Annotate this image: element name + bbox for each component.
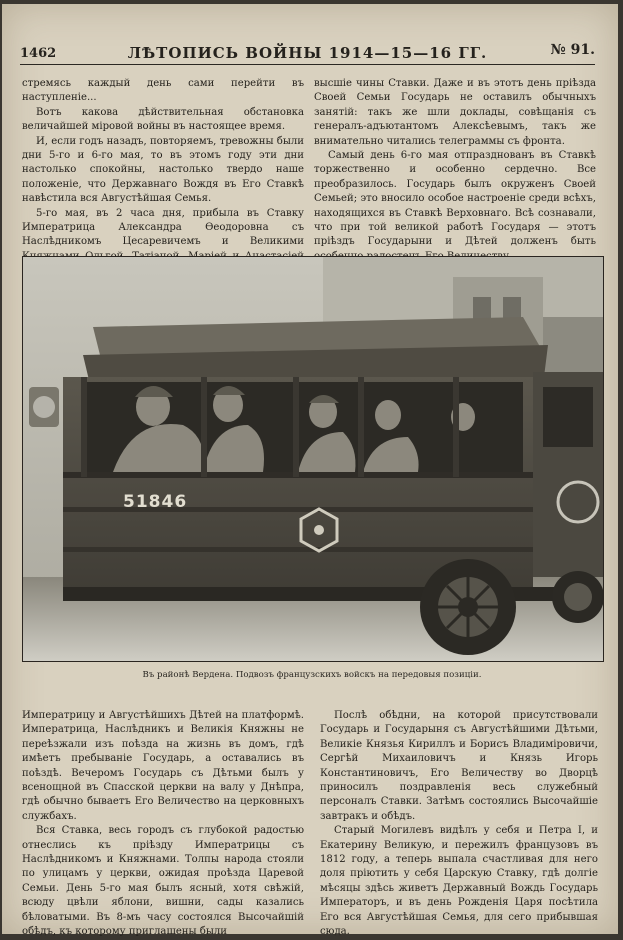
page-header bbox=[20, 42, 595, 65]
page-number: 1462 bbox=[20, 46, 57, 61]
truck-photo-illustration bbox=[23, 257, 603, 661]
paragraph: стремясь каждый день сами перейти въ наступленіе... bbox=[22, 78, 304, 104]
newspaper-page bbox=[2, 4, 618, 938]
truck-number: 51846 bbox=[123, 492, 188, 512]
journal-title: ЛѢТОПИСЬ ВОЙНЫ 1914—15—16 ГГ. bbox=[127, 44, 488, 62]
paragraph: Вотъ какова дѣйствительная обстановка величайшей міровой войны въ настоящее время. bbox=[22, 106, 304, 133]
paragraph: высшіе чины Ставки. Даже и въ этотъ день пріѣзда Своей Семьи Государь не оставилъ обычныхъ занятій: такъ же шли доклады, совѣщанія съ генералъ-адъютантомъ Алексѣевымъ, такъ же внимательно читались телеграммы съ фронта. bbox=[314, 78, 596, 147]
article-column-top-right bbox=[314, 77, 596, 264]
paragraph: Самый день 6-го мая отпразднованъ въ Ставкѣ торжественно и особенно сердечно. Все преобразилось. Государь былъ окруженъ Своей Семьей; это вносило особое настроеніе среди всѣхъ, находящихся въ Ставкѣ Верховнаго. Всѣ сознавали, что при той великой работѣ Государя — этотъ пріѣздъ Государыни и Дѣтей долженъ быть bbox=[314, 150, 596, 248]
paragraph: И, если годъ назадъ, повторяемъ, тревожны были дни 5-го и 6-го мая, то въ этомъ году эти дни настолько спокойны, настолько твердо наше положеніе, что Державнаго Вождя въ Его Ставкѣ навѣстила вся Августѣйшая Семья. bbox=[22, 135, 304, 205]
photo-caption: Въ районѣ Вердена. Подвозъ французскихъ войскъ на передовыя позиціи. bbox=[142, 670, 482, 680]
truck-photograph bbox=[22, 256, 604, 662]
article-column-bottom-left bbox=[22, 709, 304, 940]
paragraph: Послѣ обѣдни, на которой присутствовали Государь и Государыня съ Августѣйшими Дѣтьми, Великіе Князья Кириллъ и Борисъ Владиміровичи, Сергѣй Михаиловичъ и Князь Игорь Константиновичъ, Его Величеству во Дворцѣ приносилъ поздравленія весь служебный персоналъ Ставки. Затѣмъ состоялись Высочайшіе завтракъ и обѣдъ. bbox=[320, 710, 598, 822]
paragraph: Старый Могилевъ видѣлъ у себя и Петра I, и Екатерину Великую, и пережилъ французовъ въ 1812 году, а теперь выпала счастливая для него доля пріютить у себя Царскую Ставку, гдѣ долгіе мѣсяцы здѣсь живетъ Державный Вождь Государь Императоръ, и въ день Рожденія Царя посѣтила Его вся Августѣйшая Семья, для сего прибывшая сюда. bbox=[320, 825, 598, 938]
paragraph: 5-го мая, въ 2 часа дня, прибыла въ Ставку Императрица Александра Ѳеодоровна съ Наслѣдникомъ Цесаревичемъ и Великими bbox=[22, 207, 304, 248]
article-column-top-left bbox=[22, 77, 304, 279]
article-column-bottom-right bbox=[320, 709, 598, 940]
issue-number: № 91. bbox=[550, 42, 595, 58]
paragraph: Вся Ставка, весь городъ съ глубокой радостью отнеслись къ пріѣзду Императрицы съ Наслѣдникомъ и Княжнами. Толпы народа стояли по улицамъ у церкви, ожидая проѣзда Царевой Семьи. День 5-го мая былъ ясный, хотя свѣжій, всюду цвѣли яблони, вишни, сады казались бѣловатыми. Въ 8-мъ часу состоялся Высочайшій обѣдъ, къ которому приглашены были bbox=[22, 825, 304, 938]
paragraph: Императрицу и Августѣйшихъ Дѣтей на платформѣ. Императрица, Наслѣдникъ и Великія Княжны не переѣзжали изъ поѣзда на жизнь въ домъ, гдѣ имѣетъ пребываніе Государь, а оставались въ поѣздѣ. Вечеромъ Государь съ Дѣтьми былъ у всенощной въ Спасской церкви на валу у Днѣпра, гдѣ обычно бываетъ Его Величество на церковныхъ службахъ. bbox=[22, 710, 304, 822]
